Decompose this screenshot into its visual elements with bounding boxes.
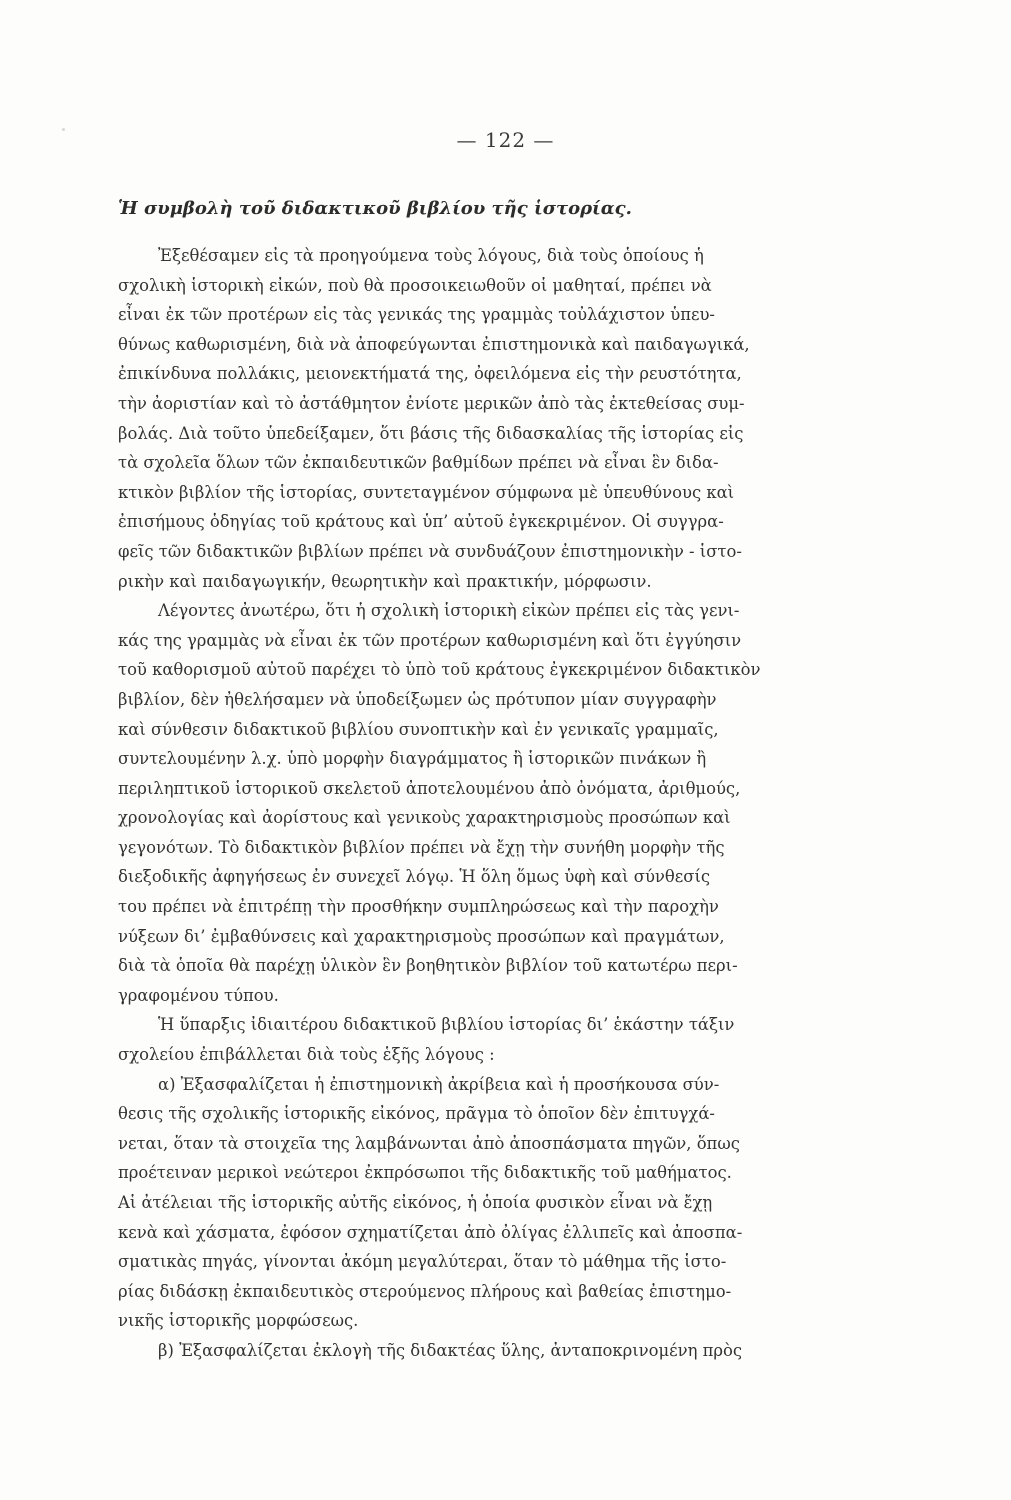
text-line: ἐπικίνδυνα πολλάκις, μειονεκτήματά της, ὀφειλόμενα εἰς τὴν ρευστότητα, [118, 364, 742, 384]
text-line: κενὰ καὶ χάσματα, ἐφόσον σχηματίζεται ἀπὸ ὀλίγας ἐλλιπεῖς καὶ ἀποσπα- [118, 1222, 743, 1242]
text-line: διὰ τὰ ὁποῖα θὰ παρέχῃ ὑλικὸν ἓν βοηθητικὸν βιβλίον τοῦ κατωτέρω περι- [118, 956, 738, 976]
text-line: ἐπισήμους ὁδηγίας τοῦ κράτους καὶ ὑπ’ αὐτοῦ ἐγκεκριμένον. Οἱ συγγρα- [118, 512, 724, 532]
text-line: νεται, ὅταν τὰ στοιχεῖα της λαμβάνωνται ἀπὸ ἀποσπάσματα πηγῶν, ὅπως [118, 1133, 740, 1153]
text-line: περιληπτικοῦ ἱστορικοῦ σκελετοῦ ἀποτελουμένου ἀπὸ ὀνόματα, ἀριθμούς, [118, 778, 741, 798]
text-line: γραφομένου τύπου. [118, 985, 279, 1005]
text-line: νύξεων δι’ ἐμβαθύνσεις καὶ χαρακτηρισμοὺς προσώπων καὶ πραγμάτων, [118, 926, 725, 946]
text-line: καὶ σύνθεσιν διδακτικοῦ βιβλίου συνοπτικὴν καὶ ἐν γενικαῖς γραμμαῖς, [118, 719, 719, 739]
text-line: συντελουμένην λ.χ. ὑπὸ μορφὴν διαγράμματος ἢ ἱστορικῶν πινάκων ἢ [118, 749, 707, 769]
text-line: φεῖς τῶν διδακτικῶν βιβλίων πρέπει νὰ συνδυάζουν ἐπιστημονικὴν - ἱστο- [118, 541, 742, 561]
text-line: κάς της γραμμὰς νὰ εἶναι ἐκ τῶν προτέρων καθωρισμένη καὶ ὅτι ἐγγύησιν [118, 630, 742, 650]
text-line: τοῦ καθορισμοῦ αὐτοῦ παρέχει τὸ ὑπὸ τοῦ κράτους ἐγκεκριμένον διδακτικὸν [118, 660, 761, 680]
text-line: α) Ἐξασφαλίζεται ἡ ἐπιστημονικὴ ἀκρίβεια καὶ ἡ προσήκουσα σύν- [158, 1074, 720, 1094]
text-line: ρικὴν καὶ παιδαγωγικήν, θεωρητικὴν καὶ πρακτικήν, μόρφωσιν. [118, 571, 652, 591]
text-line: τὰ σχολεῖα ὅλων τῶν ἐκπαιδευτικῶν βαθμίδων πρέπει νὰ εἶναι ἓν διδα- [118, 453, 719, 473]
text-line: του πρέπει νὰ ἐπιτρέπῃ τὴν προσθήκην συμπληρώσεως καὶ τὴν παροχὴν [118, 897, 719, 917]
text-line: σχολικὴ ἱστορικὴ εἰκών, ποὺ θὰ προσοικειωθοῦν οἱ μαθηταί, πρέπει νὰ [118, 275, 712, 295]
text-line: κτικὸν βιβλίον τῆς ἱστορίας, συντεταγμένον σύμφωνα μὲ ὑπευθύνους καὶ [118, 482, 735, 502]
text-line: Ἡ ὕπαρξις ἰδιαιτέρου διδακτικοῦ βιβλίου ἱστορίας δι’ ἑκάστην τάξιν [158, 1015, 735, 1035]
text-line: γεγονότων. Τὸ διδακτικὸν βιβλίον πρέπει νὰ ἔχῃ τὴν συνήθη μορφὴν τῆς [118, 837, 725, 857]
text-line: σχολείου ἐπιβάλλεται διὰ τοὺς ἑξῆς λόγους : [118, 1045, 495, 1065]
text-line: θύνως καθωρισμένη, διὰ νὰ ἀποφεύγωνται ἐπιστημονικὰ καὶ παιδαγωγικά, [118, 334, 750, 354]
section-heading: Ἡ συμβολὴ τοῦ διδακτικοῦ βιβλίου τῆς ἱστορίας. [118, 198, 632, 219]
text-line: Λέγοντες ἀνωτέρω, ὅτι ἡ σχολικὴ ἱστορικὴ εἰκὼν πρέπει εἰς τὰς γενι- [158, 601, 740, 621]
text-line: βολάς. Διὰ τοῦτο ὑπεδείξαμεν, ὅτι βάσις τῆς διδασκαλίας τῆς ἱστορίας εἰς [118, 423, 744, 443]
text-line: Αἱ ἀτέλειαι τῆς ἱστορικῆς αὐτῆς εἰκόνος, ἡ ὁποία φυσικὸν εἶναι νὰ ἔχῃ [118, 1193, 713, 1212]
text-line: σματικὰς πηγάς, γίνονται ἀκόμη μεγαλύτεραι, ὅταν τὸ μάθημα τῆς ἱστο- [118, 1252, 727, 1272]
text-line: ρίας διδάσκῃ ἐκπαιδευτικὸς στερούμενος πλήρους καὶ βαθείας ἐπιστημο- [118, 1281, 732, 1301]
text-line: νικῆς ἱστορικῆς μορφώσεως. [118, 1311, 359, 1331]
text-line: τὴν ἀοριστίαν καὶ τὸ ἀστάθμητον ἐνίοτε μερικῶν ἀπὸ τὰς ἐκτεθείσας συμ- [118, 393, 745, 413]
page-number: — 122 — [456, 128, 555, 152]
text-line: βιβλίον, δὲν ἠθελήσαμεν νὰ ὑποδείξωμεν ὡς πρότυπον μίαν συγγραφὴν [118, 689, 717, 709]
text-line: β) Ἐξασφαλίζεται ἐκλογὴ τῆς διδακτέας ὕλης, ἀνταποκρινομένη πρὸς [158, 1340, 743, 1360]
text-line: εἶναι ἐκ τῶν προτέρων εἰς τὰς γενικάς της γραμμὰς τοὐλάχιστον ὑπευ- [118, 305, 715, 325]
text-line: διεξοδικῆς ἀφηγήσεως ἐν συνεχεῖ λόγῳ. Ἡ ὅλη ὅμως ὑφὴ καὶ σύνθεσίς [118, 867, 711, 887]
text-line: προέτειναν μερικοὶ νεώτεροι ἐκπρόσωποι τῆς διδακτικῆς τοῦ μαθήματος. [118, 1163, 732, 1183]
text-line: χρονολογίας καὶ ἀορίστους καὶ γενικοὺς χαρακτηρισμοὺς προσώπων καὶ [118, 808, 731, 828]
text-line: θεσις τῆς σχολικῆς ἱστορικῆς εἰκόνος, πρᾶγμα τὸ ὁποῖον δὲν ἐπιτυγχά- [118, 1104, 715, 1124]
body-text [118, 241, 898, 1366]
text-line: Ἐξεθέσαμεν εἰς τὰ προηγούμενα τοὺς λόγους, διὰ τοὺς ὁποίους ἡ [158, 246, 704, 265]
